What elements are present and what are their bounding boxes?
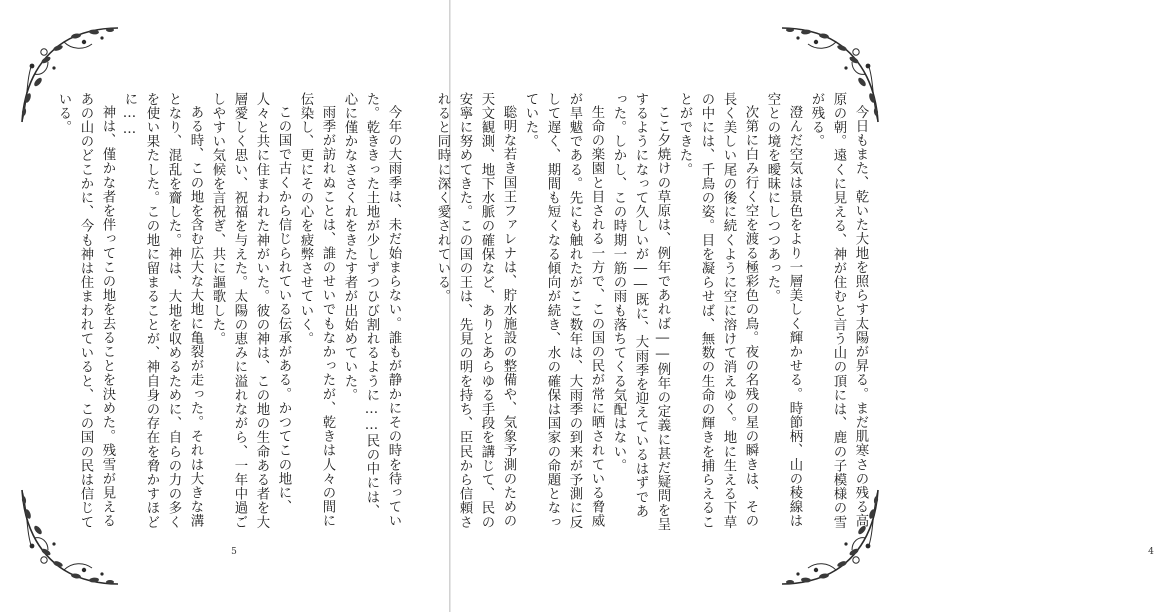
right-page <box>435 0 1154 612</box>
paragraph: 今年の大雨季は、未だ始まらない。誰もが静かにその時を待っていた。乾ききった土地が少しずつひび割れるように……民の中には、心に僅かなささくれをきたす者が出始めていた。 <box>342 92 401 529</box>
paragraph: 神は、僅かな者を伴ってこの地を去ることを決めた。残雪が見えるあの山のどこかに、今も神は住まわれていると、この国の民は信じている。 <box>56 92 115 530</box>
page-number: 4 <box>1148 547 1154 557</box>
left-page-text <box>44 92 404 532</box>
paragraph: 生命の楽園と目される一方で、この国の民が常に晒されている脅威が旱魃である。先にも触れたがここ数年は、大雨季の到来が予測に反して遅く、期間も短くなる傾向が続き、水の確保は国家の命題となっていた。 <box>523 92 604 530</box>
page-number: 5 <box>231 547 237 557</box>
paragraph: この国で古くから信じられている伝承がある。かつてこの地に、人々と共に住まわれた神がいた。彼の神は、この地の生命ある者を大層愛しく思い、祝福を与えた。太陽の恵みに溢れながら、一年中過ごしやすい気候を言祝ぎ、共に謳歌した。 <box>210 92 291 530</box>
paragraph: 澄んだ空気は景色をより一層美しく輝かせる。時節柄、山の稜線は空との境を曖昧にしつつあった。 <box>765 92 802 529</box>
paragraph: ある時、この地を含む広大な大地に亀裂が走った。それは大きな溝となり、混乱を齎した。神は、大地を収めるために、自らの力の多くを使い果たした。この地に留まることが、神自身の存在を脅かすほどに…… <box>122 92 203 530</box>
paragraph: 聡明な若き国王ファレナは、貯水施設の整備や、気象予測のための天文観測、地下水脈の確保など、ありとあらゆる手段を講じて、民の安寧に努めてきた。この国の王は、先見の明を持ち、臣民から信頼されると同時に深く愛されている。 <box>435 92 516 530</box>
paragraph: 今日もまた、乾いた大地を照らす太陽が昇る。まだ肌寒さの残る高原の朝。遠くに見える、神が住むと言う山の頂には、鹿の子模様の雪が残る。 <box>809 92 868 530</box>
left-page <box>0 0 449 612</box>
paragraph: ここ夕焼けの草原は、例年であれば――例年の定義に甚だ疑問を呈するようになって久しいが――既に、大雨季を迎えているはずであった。しかし、この時期一筋の雨も落ちてくる気配はない。 <box>611 92 670 532</box>
paragraph: 次第に白み行く空を渡る極彩色の鳥。夜の名残の星の瞬きは、その長く美しい尾の後に続くように空に溶けて消えゆく。地に生える下草の中には、千鳥の姿。目を凝らせば、無数の生命の輝きを捕らえることができた。 <box>677 92 758 530</box>
right-page-text <box>435 92 871 532</box>
paragraph: 雨季が訪れぬことは、誰のせいでもなかったが、乾きは人々の間に伝染し、更にその心を疲弊させていく。 <box>298 92 335 529</box>
